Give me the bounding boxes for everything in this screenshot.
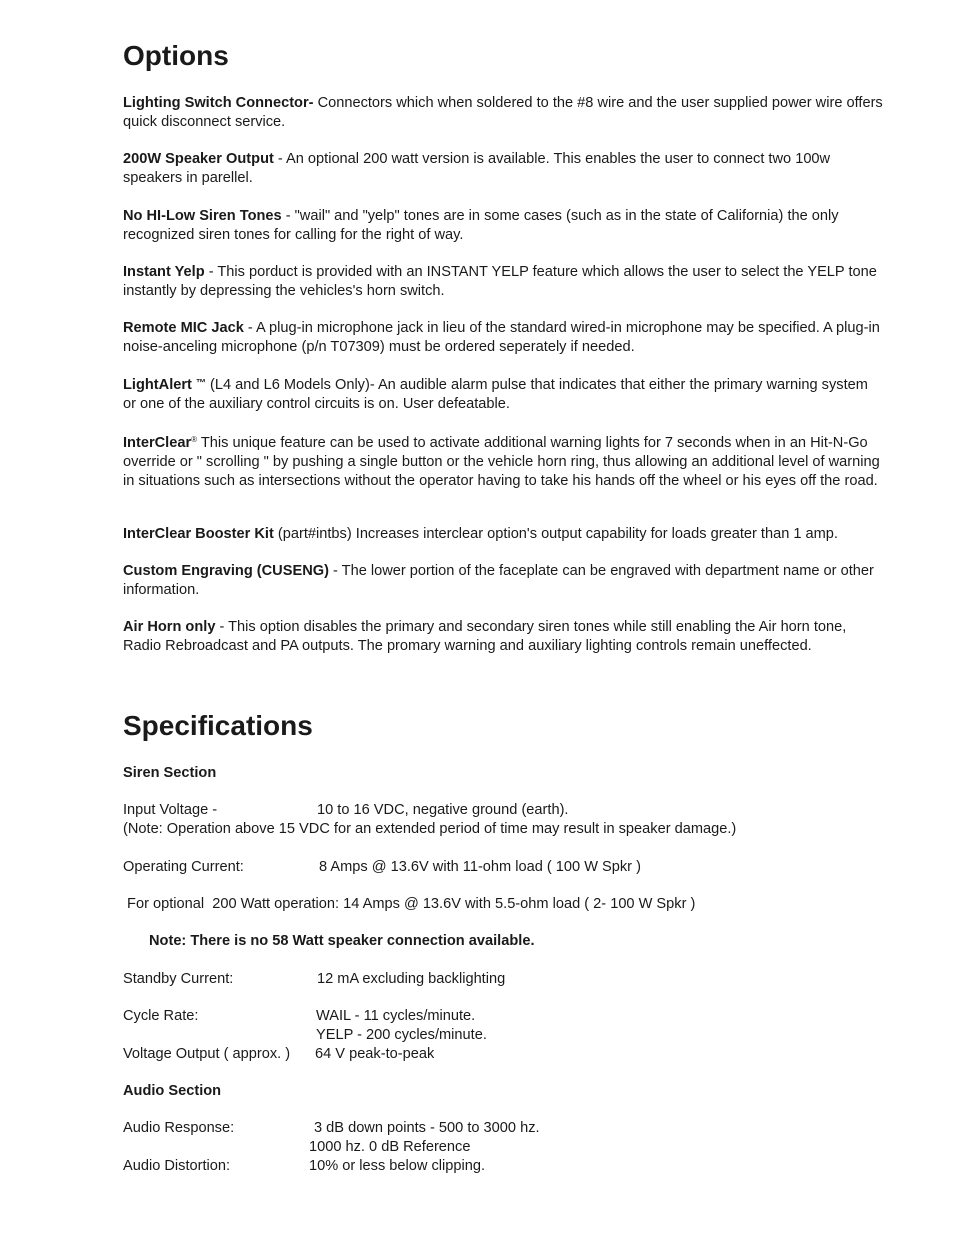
specifications-heading: Specifications: [123, 710, 313, 741]
option-lighting-switch-connector: [123, 94, 883, 132]
option-remote-mic-jack: [123, 319, 883, 357]
spec-value: 3 dB down points - 500 to 3000 hz.: [314, 1120, 540, 1136]
spec-label: Operating Current:: [123, 859, 244, 875]
spec-label: Audio Distortion:: [123, 1158, 231, 1174]
spec-label: Voltage Output ( approx. ): [123, 1046, 291, 1062]
options-heading: Options: [123, 40, 229, 71]
spec-value: 64 V peak-to-peak: [315, 1046, 435, 1062]
spec-label: Cycle Rate:: [123, 1008, 199, 1024]
spec-label: Standby Current:: [123, 971, 234, 987]
option-title: Instant Yelp: [123, 264, 205, 280]
trademark-mark: ™: [195, 378, 206, 389]
option-title: InterClear Booster Kit: [123, 526, 274, 542]
option-text: Connectors which when soldered to the #8 wire and the user supplied power wire offers quick disconnect service.: [123, 95, 883, 130]
spec-value: 10 to 16 VDC, negative ground (earth).: [317, 802, 569, 818]
option-text: - An optional 200 watt version is available. This enables the user to connect two 100w speakers in parellel.: [123, 151, 831, 186]
option-title: 200W Speaker Output: [123, 151, 274, 167]
option-title: No HI-Low Siren Tones: [123, 208, 282, 224]
option-interclear-booster-kit: [123, 525, 883, 544]
spec-value: 8 Amps @ 13.6V with 11-ohm load ( 100 W Spkr ): [319, 859, 641, 875]
option-air-horn-only: [123, 618, 883, 656]
option-instant-yelp: [123, 263, 883, 301]
spec-value: WAIL - 11 cycles/minute.: [316, 1008, 476, 1024]
optional-200w-operation: For optional 200 Watt operation: 14 Amps @ 13.6V with 5.5-ohm load ( 2- 100 W Spkr ): [123, 896, 696, 912]
option-interclear: [123, 431, 883, 490]
option-title: Lighting Switch Connector-: [123, 95, 314, 111]
note-58w-speaker: Note: There is no 58 Watt speaker connection available.: [149, 933, 535, 949]
spec-value: 12 mA excluding backlighting: [317, 971, 506, 987]
option-text: - A plug-in microphone jack in lieu of the standard wired-in microphone may be specified. A plug-in noise-anceling microphone (p/n T07309) must be ordered seperately if needed.: [123, 320, 880, 355]
option-lightalert: [123, 375, 883, 414]
option-title: Air Horn only: [123, 619, 216, 635]
spec-value: YELP - 200 cycles/minute.: [316, 1027, 487, 1043]
option-text: - This porduct is provided with an INSTANT YELP feature which allows the user to select the YELP tone instantly by depressing the vehicles's horn switch.: [123, 264, 877, 299]
option-text: (L4 and L6 Models Only)- An audible alarm pulse that indicates that either the primary warning system or one of the auxiliary control circuits is on. User defeatable.: [123, 377, 868, 412]
option-title: Custom Engraving (CUSENG): [123, 563, 329, 579]
option-title: Remote MIC Jack: [123, 320, 244, 336]
option-200w-speaker-output: [123, 150, 883, 188]
option-text: (part#intbs) Increases interclear option's output capability for loads greater than 1 amp.: [273, 526, 838, 542]
registered-mark: ®: [191, 435, 198, 444]
audio-section-heading: Audio Section: [123, 1083, 222, 1099]
spec-value: 10% or less below clipping.: [309, 1158, 486, 1174]
option-text: - This option disables the primary and secondary siren tones while still enabling the Air horn tone, Radio Rebroadcast and PA outputs. The promary warning and auxiliary lighting controls remain uneffected.: [123, 619, 847, 654]
spec-value: 1000 hz. 0 dB Reference: [309, 1139, 471, 1155]
siren-section-heading: Siren Section: [123, 765, 217, 781]
option-custom-engraving: [123, 562, 883, 600]
option-title: LightAlert: [123, 377, 192, 393]
option-title: InterClear: [123, 435, 192, 451]
option-no-hi-low-siren-tones: [123, 207, 883, 245]
input-voltage-note: (Note: Operation above 15 VDC for an extended period of time may result in speaker damage.): [123, 821, 737, 837]
option-text: - "wail" and "yelp" tones are in some cases (such as in the state of California) the only recognized siren tones for calling for the right of way.: [123, 208, 839, 243]
option-text: This unique feature can be used to activate additional warning lights for 7 seconds when in an Hit-N-Go override or " scrolling " by pushing a single button or the vehicle horn ring, thus allowing an additional level of warning in situations such as intersections without the operator having to take his hands off the wheel or his eyes off the road.: [123, 435, 880, 489]
spec-label: Input Voltage -: [123, 802, 218, 818]
option-text: - The lower portion of the faceplate can be engraved with department name or other information.: [123, 563, 874, 598]
spec-label: Audio Response:: [123, 1120, 235, 1136]
